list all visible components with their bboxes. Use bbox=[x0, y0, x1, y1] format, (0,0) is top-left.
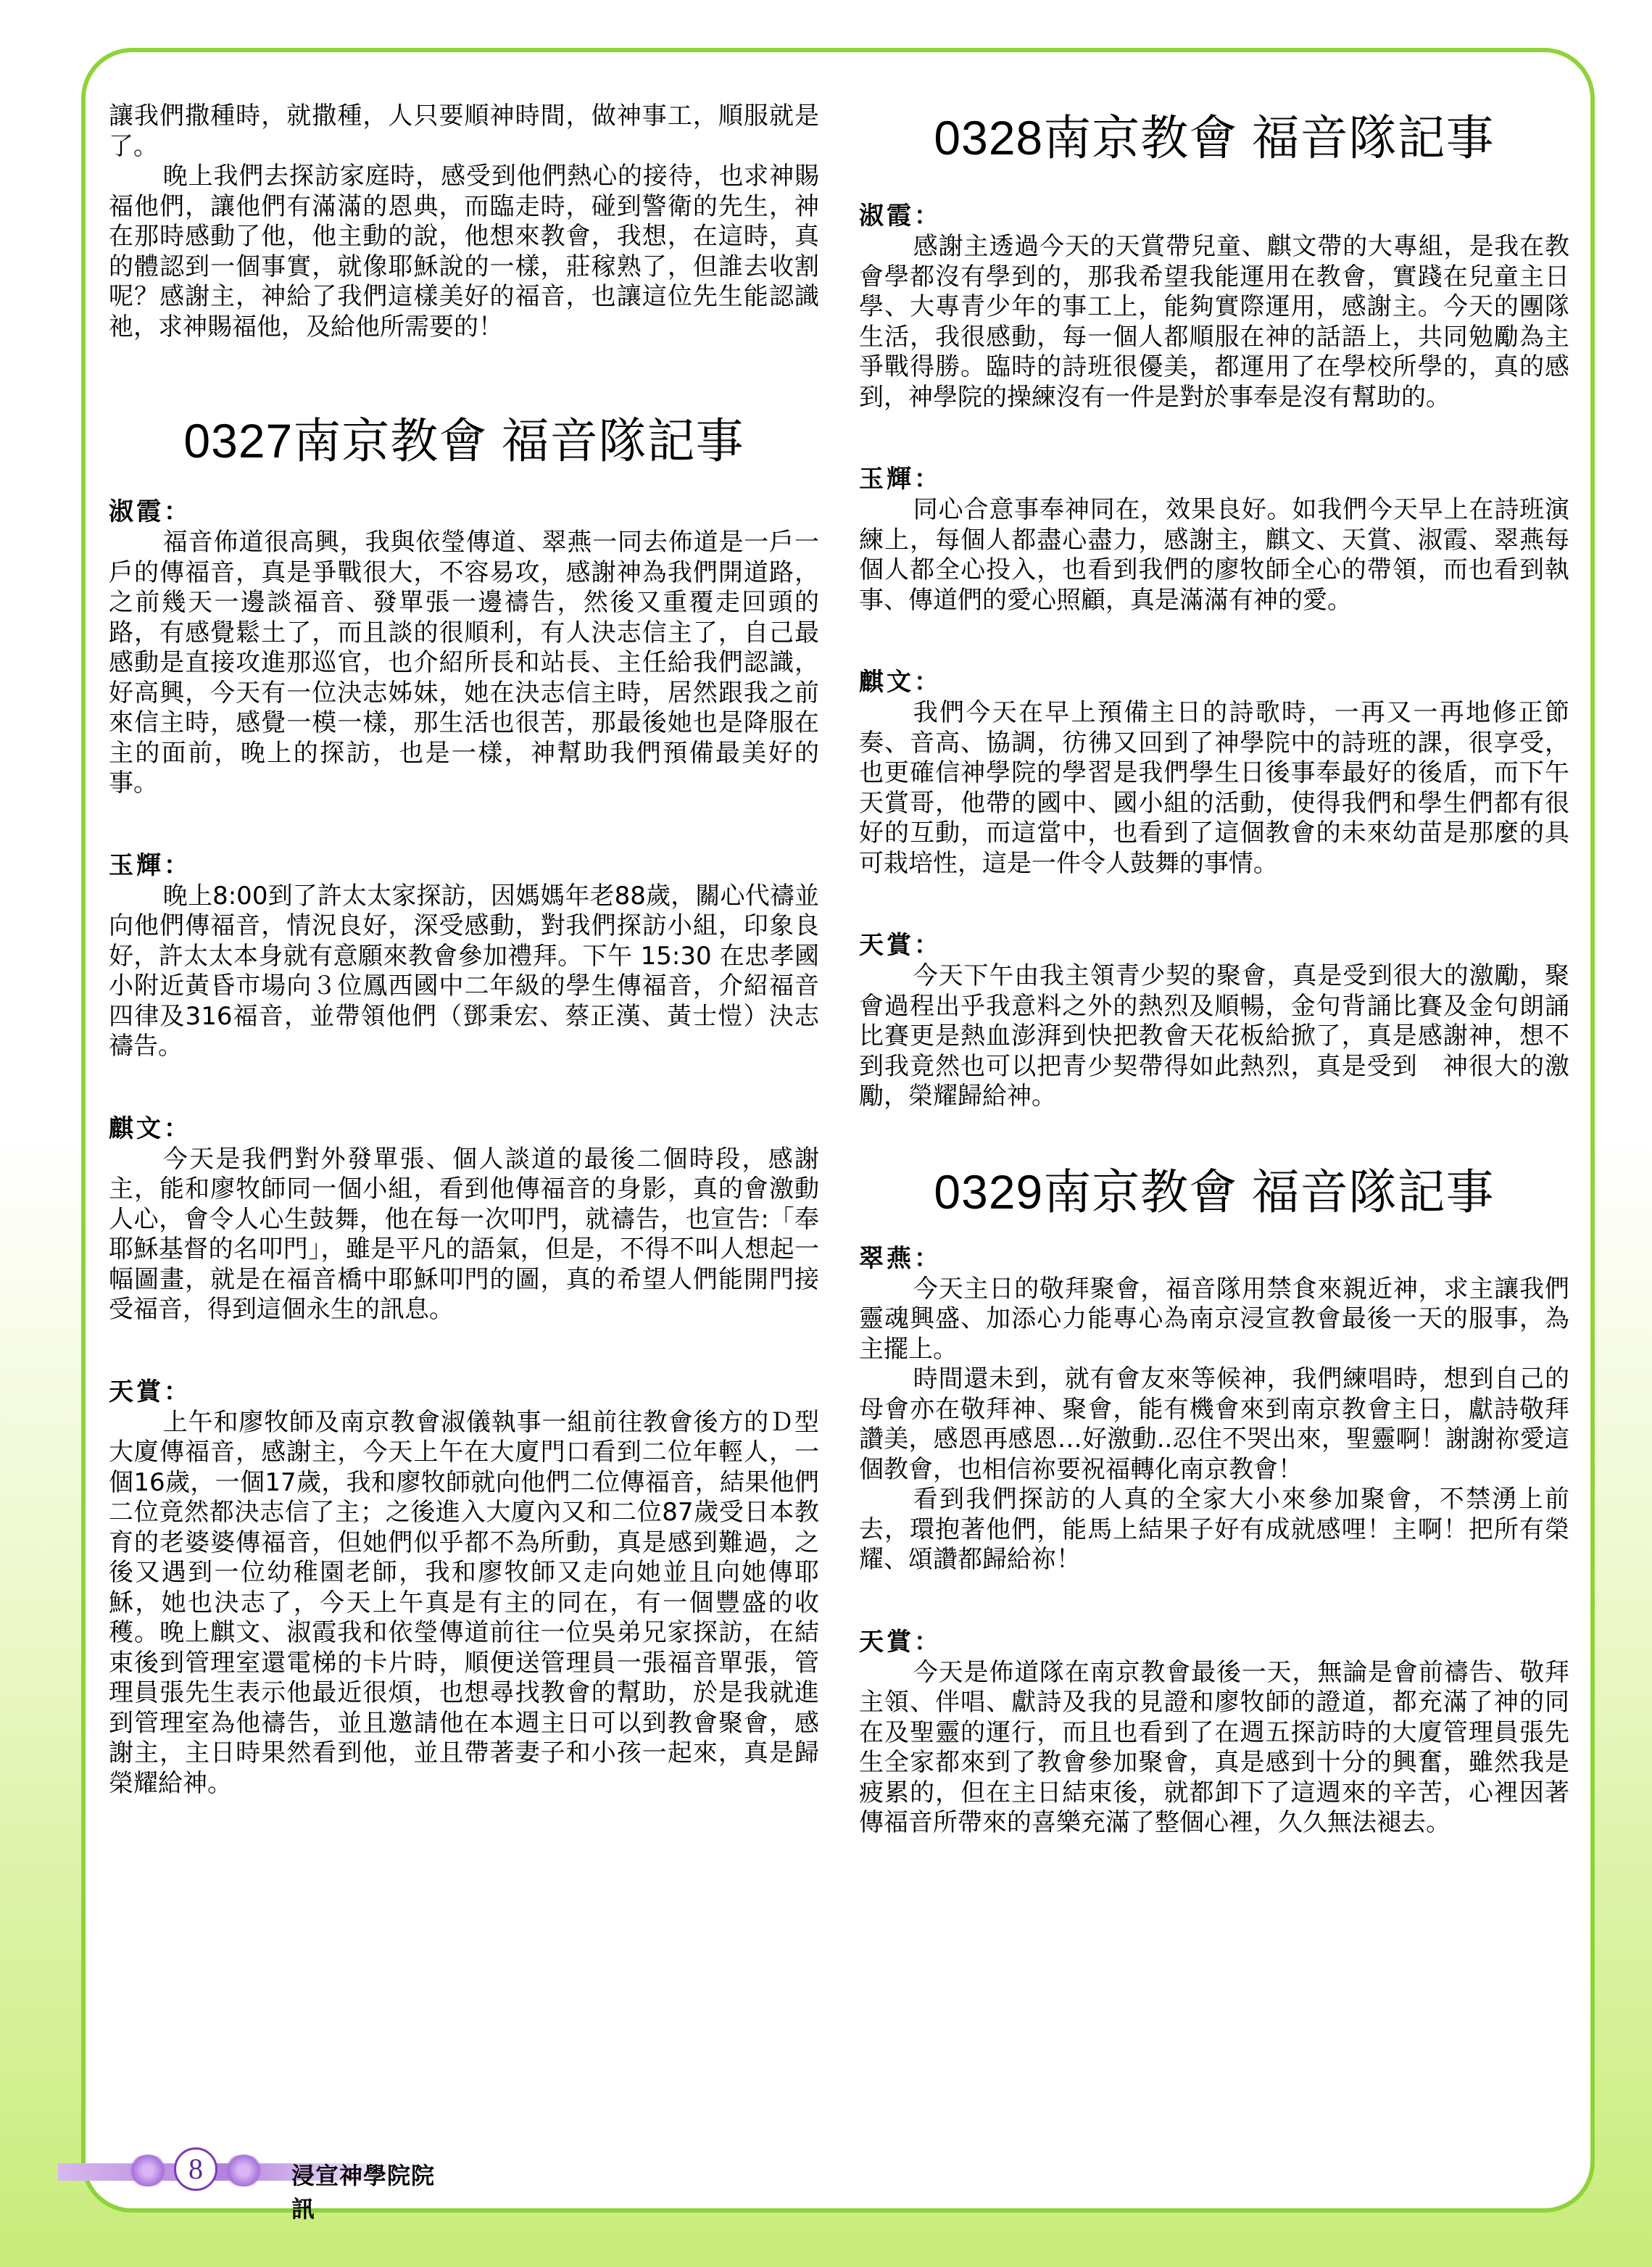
entry-author: 天賞： bbox=[859, 931, 942, 960]
entry-text: 時間還未到，就有會友來等候神，我們練唱時，想到自己的母會亦在敬拜神、聚會，能有機會來到南京教會主日，獻詩敬拜讚美，感恩再感恩…好激動..忍住不哭出來，聖靈啊！謝謝祢愛這個教會，也相信祢要祝福轉化南京教會！ bbox=[859, 1364, 1569, 1484]
entry-text: 看到我們探訪的人真的全家大小來參加聚會，不禁湧上前去，環抱著他們，能馬上結果子好有成就感哩！主啊！把所有榮耀、頌讚都歸給祢！ bbox=[859, 1485, 1569, 1574]
entry-text: 我們今天在早上預備主日的詩歌時，一再又一再地修正節奏、音高、協調，彷彿又回到了神學院中的詩班的課，很享受，也更確信神學院的學習是我們學生日後事奉最好的後盾，而下午天賞哥，他帶的國中、國小組的活動，使得我們和學生們都有很好的互動，而這當中，也看到了這個教會的未來幼苗是那麼的具可栽培性，這是一件令人鼓舞的事情。 bbox=[859, 698, 1569, 878]
intro-paragraph-1: 讓我們撒種時，就撒種，人只要順神時間，做神事工，順服就是了。 bbox=[109, 101, 819, 161]
entry-text: 感謝主透過今天的天賞帶兒童、麒文帶的大專組，是我在教會學都沒有學到的，那我希望我能運用在教會，實踐在兒童主日學、大專青少年的事工上，能夠實際運用，感謝主。今天的團隊生活，我很感動，每一個人都順服在神的話語上，共同勉勵為主爭戰得勝。臨時的詩班很優美，都運用了在學校所學的，真的感到，神學院的操練沒有一件是對於事奉是沒有幫助的。 bbox=[859, 232, 1569, 412]
entry-text: 晚上8:00到了許太太家探訪，因媽媽年老88歲，關心代禱並向他們傳福音，情況良好，深受感動，對我們探訪小組，印象良好，許太太本身就有意願來教會參加禮拜。下午 15:30 在忠孝國小附近黃昏市場向３位鳳西國中二年級的學生傳福音，介紹福音四律及316福音，並帶領他們（鄧秉宏、蔡正漢、黃士愷）決志禱告。 bbox=[109, 881, 819, 1061]
intro-paragraph-2: 晚上我們去探訪家庭時，感受到他們熱心的接待，也求神賜福他們，讓他們有滿滿的恩典，而臨走時，碰到警衛的先生，神在那時感動了他，他主動的說，他想來教會，我想，在這時，真的體認到一個事實，就像耶穌說的一樣，莊稼熟了，但誰去收割呢？感謝主，神給了我們這樣美好的福音，也讓這位先生能認識祂，求神賜福他，及給他所需要的！ bbox=[109, 162, 819, 341]
entry-author: 玉輝： bbox=[859, 465, 942, 494]
left-column bbox=[109, 101, 819, 1799]
entry-text: 上午和廖牧師及南京教會淑儀執事一組前往教會後方的Ｄ型大廈傳福音，感謝主，今天上午在大廈門口看到二位年輕人，一個16歲，一個17歲，我和廖牧師就向他們二位傳福音，結果他們二位竟然都決志信了主；之後進入大廈內又和二位87歲受日本教育的老婆婆傳福音，但她們似乎都不為所動，真是感到難過，之後又遇到一位幼稚園老師，我和廖牧師又走向她並且向她傳耶穌，她也決志了，今天上午真是有主的同在，有一個豐盛的收穫。晚上麒文、淑霞我和依瑩傳道前往一位吳弟兄家探訪，在結束後到管理室還電梯的卡片時，順便送管理員一張福音單張，管理員張先生表示他最近很煩，也想尋找教會的幫助，於是我就進到管理室為他禱告，並且邀請他在本週主日可以到教會聚會，感謝主，主日時果然看到他，並且帶著妻子和小孩一起來，真是歸榮耀給神。 bbox=[109, 1407, 819, 1798]
entry-text: 福音佈道很高興，我與依瑩傳道、翠燕一同去佈道是一戶一戶的傳福音，真是爭戰很大，不容易攻，感謝神為我們開道路，之前幾天一邊談福音、發單張一邊禱告，然後又重覆走回頭的路，有感覺鬆土了，而且談的很順利，有人決志信主了，自己最感動是直接攻進那巡官，也介紹所長和站長、主任給我們認識，好高興，今天有一位決志姊妹，她在決志信主時，居然跟我之前來信主時，感覺一模一樣，那生活也很苦，那最後她也是降服在主的面前，晚上的探訪，也是一樣，神幫助我們預備最美好的事。 bbox=[109, 528, 819, 797]
entry-author: 麒文： bbox=[109, 1114, 191, 1143]
flower-ornament-icon bbox=[223, 2155, 264, 2187]
section-title-0327: 0327南京教會 福音隊記事 bbox=[183, 414, 744, 468]
entry-author: 淑霞： bbox=[109, 497, 191, 526]
entry-author: 翠燕： bbox=[859, 1243, 942, 1273]
entry-text: 今天下午由我主領青少契的聚會，真是受到很大的激勵，聚會過程出乎我意料之外的熱烈及順暢，金句背誦比賽及金句朗誦比賽更是熱血澎湃到快把教會天花板給掀了，真是感謝神，想不到我竟然也可以把青少契帶得如此熱烈，真是受到 神很大的激勵，榮耀歸給神。 bbox=[859, 961, 1569, 1111]
page-footer bbox=[58, 2147, 436, 2223]
entry-text: 今天主日的敬拜聚會，福音隊用禁食來親近神，求主讓我們靈魂興盛、加添心力能專心為南京浸宣教會最後一天的服事，為主擺上。 bbox=[859, 1274, 1569, 1364]
entry-author: 天賞： bbox=[109, 1377, 191, 1406]
flower-ornament-icon bbox=[128, 2155, 168, 2187]
section-title-0328: 0328南京教會 福音隊記事 bbox=[934, 111, 1495, 165]
publication-name: 浸宣神學院院訊 bbox=[291, 2162, 436, 2223]
entry-text: 今天是我們對外發單張、個人談道的最後二個時段，感謝主，能和廖牧師同一個小組，看到他傳福音的身影，真的會激動人心，會令人心生鼓舞，他在每一次叩門，就禱告，也宣告:「奉耶穌基督的名叩門」，雖是平凡的語氣，但是，不得不叫人想起一幅圖畫，就是在福音橋中耶穌叩門的圖，真的希望人們能開門接受福音，得到這個永生的訊息。 bbox=[109, 1144, 819, 1324]
entry-text: 同心合意事奉神同在，效果良好。如我們今天早上在詩班演練上，每個人都盡心盡力，感謝主，麒文、天賞、淑霞、翠燕每個人都全心投入，也看到我們的廖牧師全心的帶領，而也看到執事、傳道們的愛心照顧，真是滿滿有神的愛。 bbox=[859, 495, 1569, 615]
entry-author: 淑霞： bbox=[859, 202, 942, 231]
entry-text: 今天是佈道隊在南京教會最後一天，無論是會前禱告、敬拜主領、伴唱、獻詩及我的見證和廖牧師的證道，都充滿了神的同在及聖靈的運行，而且也看到了在週五探訪時的大廈管理員張先生全家都來到了教會參加聚會，真是感到十分的興奮，雖然我是疲累的，但在主日結束後，就都卸下了這週來的辛苦，心裡因著傳福音所帶來的喜樂充滿了整個心裡，久久無法褪去。 bbox=[859, 1657, 1569, 1837]
page-number: 8 bbox=[174, 2147, 217, 2191]
right-column bbox=[859, 101, 1569, 1839]
section-title-0329: 0329南京教會 福音隊記事 bbox=[934, 1164, 1495, 1219]
entry-author: 玉輝： bbox=[109, 850, 191, 880]
entry-author: 天賞： bbox=[859, 1627, 942, 1657]
entry-author: 麒文： bbox=[859, 668, 942, 697]
